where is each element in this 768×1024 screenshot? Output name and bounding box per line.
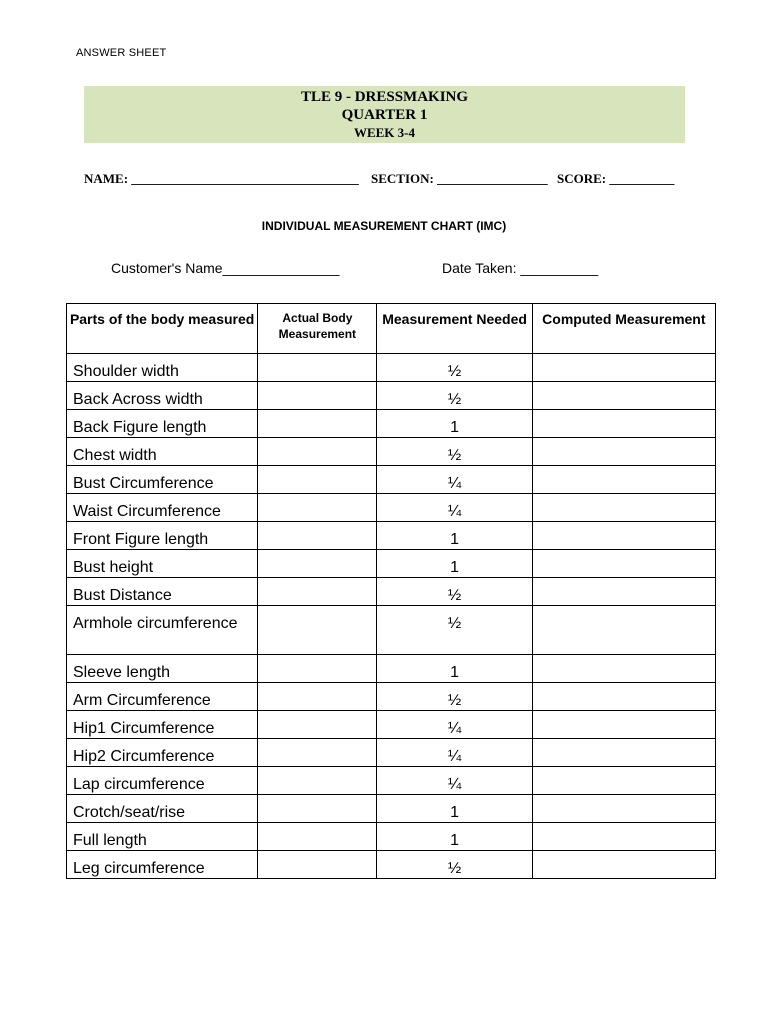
- table-row: [67, 382, 716, 410]
- part-cell: Crotch/seat/rise: [67, 795, 258, 823]
- actual-measurement-cell[interactable]: [258, 851, 377, 879]
- header-parts: Parts of the body measured: [67, 304, 258, 354]
- part-cell: Back Across width: [67, 382, 258, 410]
- part-cell: Leg circumference: [67, 851, 258, 879]
- part-cell: Front Figure length: [67, 522, 258, 550]
- header-actual: Actual Body Measurement: [258, 304, 377, 354]
- computed-measurement-cell[interactable]: [532, 767, 715, 795]
- needed-cell: ½: [377, 606, 532, 655]
- part-cell: Lap circumference: [67, 767, 258, 795]
- computed-measurement-cell[interactable]: [532, 739, 715, 767]
- computed-measurement-cell[interactable]: [532, 466, 715, 494]
- actual-measurement-cell[interactable]: [258, 683, 377, 711]
- actual-measurement-cell[interactable]: [258, 578, 377, 606]
- needed-cell: ½: [377, 382, 532, 410]
- computed-measurement-cell[interactable]: [532, 354, 715, 382]
- computed-measurement-cell[interactable]: [532, 683, 715, 711]
- computed-measurement-cell[interactable]: [532, 606, 715, 655]
- table-row: [67, 466, 716, 494]
- computed-measurement-cell[interactable]: [532, 522, 715, 550]
- computed-measurement-cell[interactable]: [532, 851, 715, 879]
- table-row: [67, 410, 716, 438]
- actual-measurement-cell[interactable]: [258, 494, 377, 522]
- part-cell: Hip1 Circumference: [67, 711, 258, 739]
- actual-measurement-cell[interactable]: [258, 795, 377, 823]
- needed-cell: 1: [377, 522, 532, 550]
- table-row: [67, 438, 716, 466]
- needed-cell: ¼: [377, 494, 532, 522]
- score-field[interactable]: SCORE: __________: [557, 171, 675, 186]
- table-row: [67, 354, 716, 382]
- title-banner: [84, 86, 685, 143]
- needed-cell: 1: [377, 795, 532, 823]
- table-row: [67, 683, 716, 711]
- table-row: [67, 578, 716, 606]
- needed-cell: ½: [377, 578, 532, 606]
- needed-cell: ½: [377, 683, 532, 711]
- part-cell: Back Figure length: [67, 410, 258, 438]
- computed-measurement-cell[interactable]: [532, 382, 715, 410]
- header-needed: Measurement Needed: [377, 304, 532, 354]
- computed-measurement-cell[interactable]: [532, 655, 715, 683]
- part-cell: Bust Circumference: [67, 466, 258, 494]
- computed-measurement-cell[interactable]: [532, 711, 715, 739]
- part-cell: Bust height: [67, 550, 258, 578]
- computed-measurement-cell[interactable]: [532, 410, 715, 438]
- part-cell: Arm Circumference: [67, 683, 258, 711]
- part-cell: Full length: [67, 823, 258, 851]
- needed-cell: 1: [377, 823, 532, 851]
- actual-measurement-cell[interactable]: [258, 606, 377, 655]
- actual-measurement-cell[interactable]: [258, 354, 377, 382]
- computed-measurement-cell[interactable]: [532, 550, 715, 578]
- needed-cell: ¼: [377, 739, 532, 767]
- part-cell: Sleeve length: [67, 655, 258, 683]
- computed-measurement-cell[interactable]: [532, 823, 715, 851]
- date-taken-field[interactable]: Date Taken: __________: [442, 260, 599, 276]
- needed-cell: ½: [377, 354, 532, 382]
- table-header-row: [67, 304, 716, 354]
- part-cell: Chest width: [67, 438, 258, 466]
- student-info-row: [84, 171, 684, 189]
- table-row: [67, 606, 716, 655]
- header-computed: Computed Measurement: [532, 304, 715, 354]
- actual-measurement-cell[interactable]: [258, 522, 377, 550]
- actual-measurement-cell[interactable]: [258, 382, 377, 410]
- chart-title: INDIVIDUAL MEASUREMENT CHART (IMC): [261, 219, 507, 233]
- name-field[interactable]: NAME: ___________________________________: [84, 171, 359, 186]
- part-cell: Bust Distance: [67, 578, 258, 606]
- needed-cell: ½: [377, 438, 532, 466]
- answer-sheet-label: ANSWER SHEET: [76, 47, 167, 59]
- actual-measurement-cell[interactable]: [258, 739, 377, 767]
- week-label: WEEK 3-4: [353, 125, 416, 140]
- computed-measurement-cell[interactable]: [532, 578, 715, 606]
- actual-measurement-cell[interactable]: [258, 767, 377, 795]
- needed-cell: ¼: [377, 711, 532, 739]
- needed-cell: ½: [377, 851, 532, 879]
- table-row: [67, 851, 716, 879]
- computed-measurement-cell[interactable]: [532, 438, 715, 466]
- table-row: [67, 795, 716, 823]
- table-row: [67, 494, 716, 522]
- part-cell: Hip2 Circumference: [67, 739, 258, 767]
- actual-measurement-cell[interactable]: [258, 711, 377, 739]
- part-cell: Waist Circumference: [67, 494, 258, 522]
- actual-measurement-cell[interactable]: [258, 466, 377, 494]
- actual-measurement-cell[interactable]: [258, 823, 377, 851]
- table-row: [67, 739, 716, 767]
- course-title: TLE 9 - DRESSMAKING: [300, 89, 469, 105]
- actual-measurement-cell[interactable]: [258, 550, 377, 578]
- table-row: [67, 823, 716, 851]
- computed-measurement-cell[interactable]: [532, 494, 715, 522]
- measurement-table: [66, 303, 716, 879]
- actual-measurement-cell[interactable]: [258, 655, 377, 683]
- table-row: [67, 655, 716, 683]
- part-cell: Armhole circumference: [67, 606, 258, 655]
- customer-row: [111, 260, 631, 278]
- needed-cell: 1: [377, 550, 532, 578]
- section-field[interactable]: SECTION: _________________: [371, 171, 548, 186]
- part-cell: Shoulder width: [67, 354, 258, 382]
- actual-measurement-cell[interactable]: [258, 410, 377, 438]
- actual-measurement-cell[interactable]: [258, 438, 377, 466]
- customer-name-field[interactable]: Customer's Name_______________: [111, 260, 340, 276]
- quarter-label: QUARTER 1: [341, 107, 428, 123]
- needed-cell: ¼: [377, 767, 532, 795]
- table-row: [67, 522, 716, 550]
- table-row: [67, 767, 716, 795]
- needed-cell: 1: [377, 655, 532, 683]
- needed-cell: ¼: [377, 466, 532, 494]
- table-row: [67, 711, 716, 739]
- table-row: [67, 550, 716, 578]
- computed-measurement-cell[interactable]: [532, 795, 715, 823]
- needed-cell: 1: [377, 410, 532, 438]
